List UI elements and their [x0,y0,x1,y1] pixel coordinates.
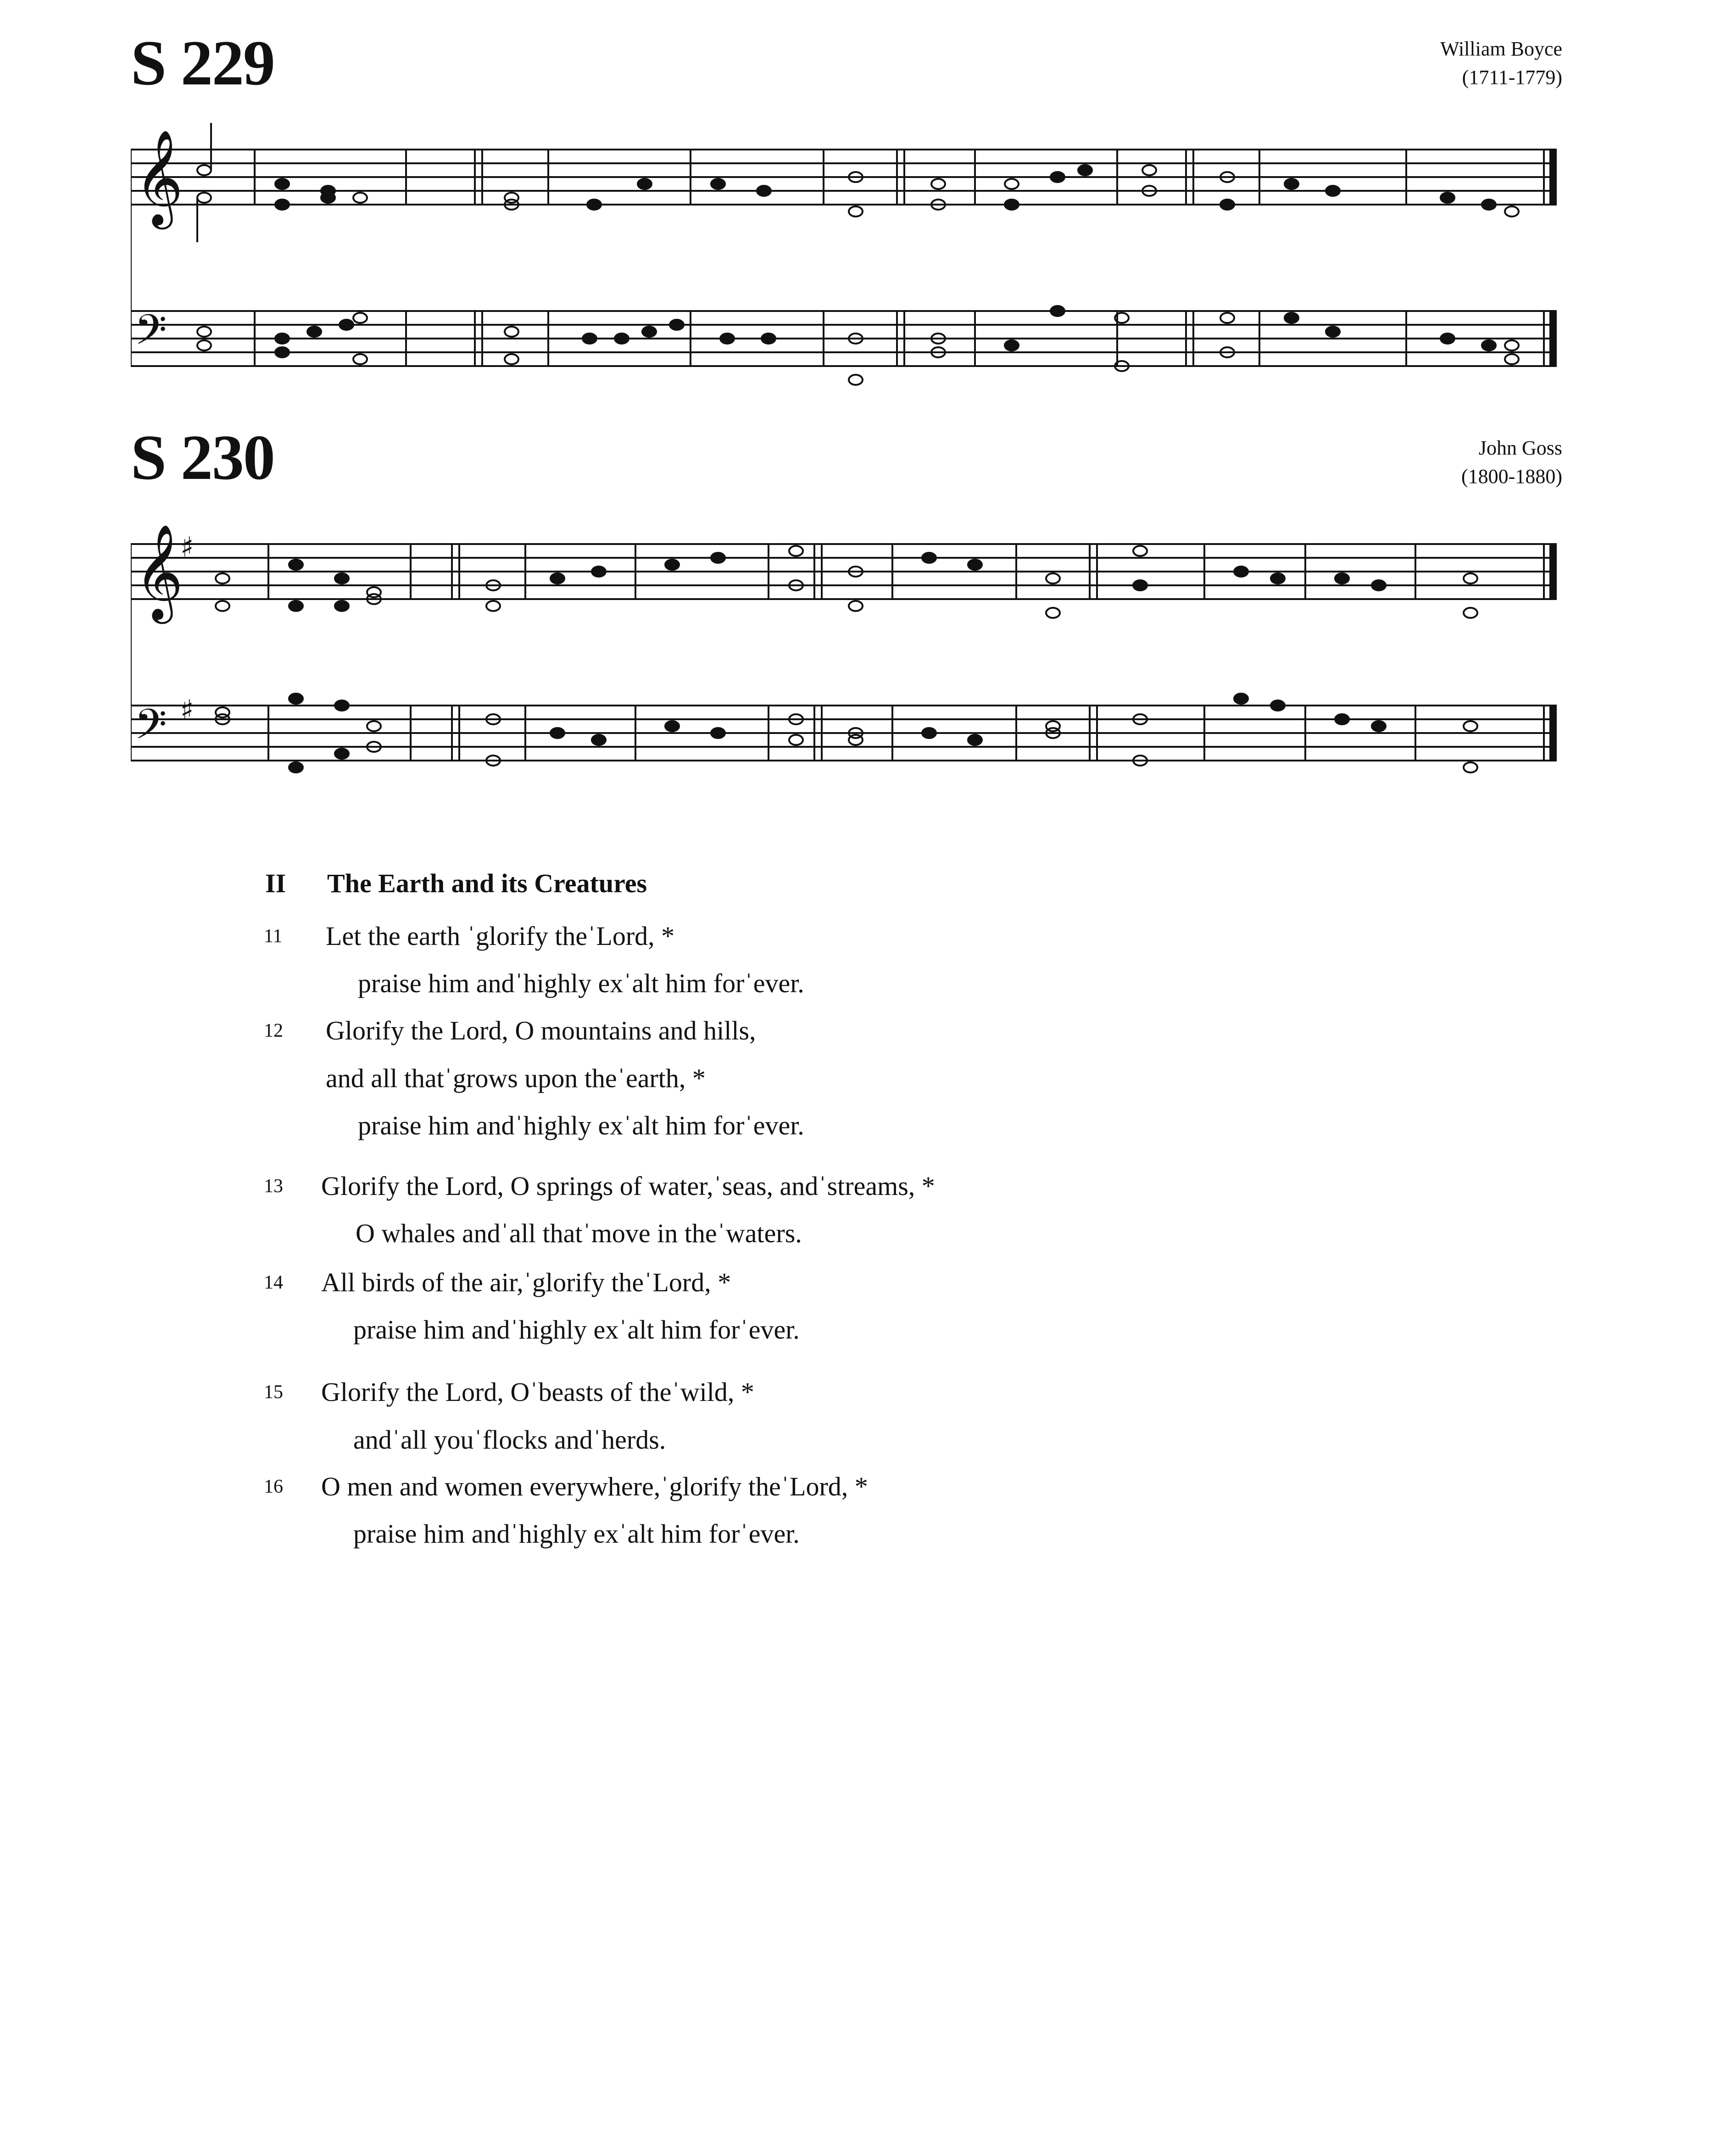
verse-line: Glorify the Lord, O springs of water,ˈseas, andˈstreams, * [321,1171,935,1201]
verse-line: and all thatˈgrows upon theˈearth, * [326,1063,706,1093]
treble-clef-icon: 𝄞 [134,524,184,620]
verse-line: Glorify the Lord, Oˈbeasts of theˈwild, * [321,1377,754,1407]
verse-number: 16 [264,1476,283,1497]
composer-credit [1440,35,1562,92]
verse-number: 15 [264,1382,283,1403]
key-signature-sharp-icon: ♯ [180,694,194,726]
music-score [131,490,1562,820]
verse-line: praise him andˈhighly exˈalt him forˈever. [353,1315,800,1345]
music-score [131,95,1562,426]
verse-number: 13 [264,1176,283,1197]
verse-line: praise him andˈhighly exˈalt him forˈever. [358,1111,804,1140]
verse-number: 14 [264,1272,283,1293]
verse-line: O men and women everywhere,ˈglorify theˈLord, * [321,1472,868,1501]
setting-number: S 229 [131,28,274,99]
composer-name: William Boyce [1440,38,1562,60]
bass-clef-icon: 𝄢 [134,306,167,364]
section-title: The Earth and its Creatures [327,868,647,898]
setting-number: S 230 [131,422,274,493]
bass-clef-icon: 𝄢 [134,700,167,759]
key-signature-sharp-icon: ♯ [180,531,194,563]
verse-number: 11 [264,926,283,947]
verse-line: All birds of the air,ˈglorify theˈLord, * [321,1267,731,1297]
verse-line: andˈall youˈflocks andˈherds. [353,1425,666,1455]
verse-number: 12 [264,1020,283,1041]
section-heading [265,868,647,899]
verse-line: Let the earth ˈglorify theˈLord, * [326,921,675,951]
verse-line: praise him andˈhighly exˈalt him forˈever. [358,968,804,998]
composer-credit [1461,434,1562,491]
treble-clef-icon: 𝄞 [134,129,184,225]
composer-name: John Goss [1478,437,1562,459]
composer-dates: (1800-1880) [1461,465,1562,488]
composer-dates: (1711-1779) [1462,66,1562,89]
section-roman-numeral: II [265,868,286,898]
verse-line: Glorify the Lord, O mountains and hills, [326,1016,756,1045]
verse-line: praise him andˈhighly exˈalt him forˈever. [353,1519,800,1549]
verse-line: O whales andˈall thatˈmove in theˈwaters. [356,1218,802,1248]
